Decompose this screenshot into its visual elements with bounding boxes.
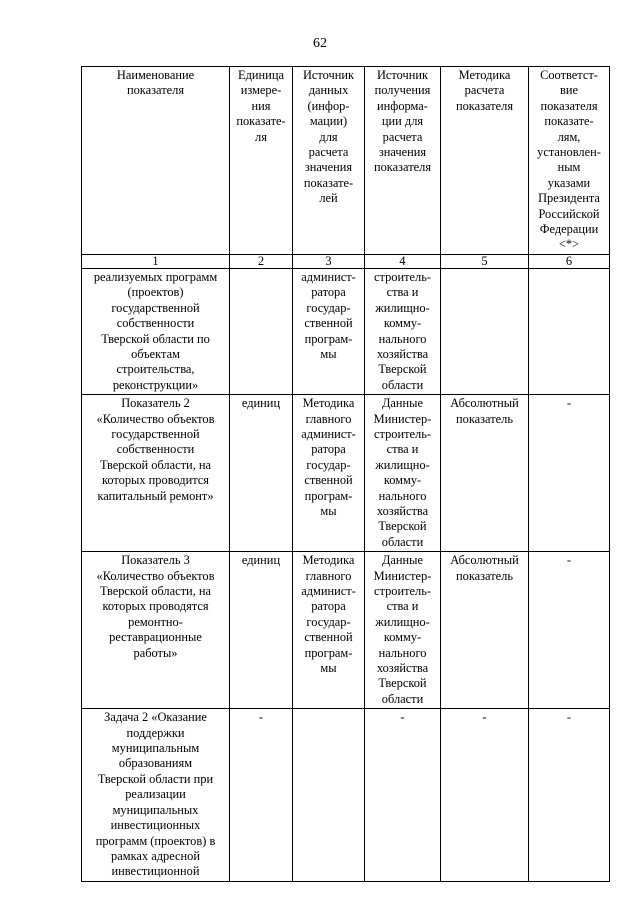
indicator-method: Абсолютный показатель bbox=[441, 552, 529, 709]
table-header-row bbox=[82, 67, 610, 255]
indicators-table bbox=[81, 66, 610, 882]
indicator-name: Показатель 3 «Количество объектов Тверской области, на которых проводятся ремонтно- реставрационные работы» bbox=[82, 552, 230, 709]
header-unit: Единица измере- ния показате- ля bbox=[230, 67, 293, 255]
column-number: 3 bbox=[293, 254, 365, 268]
indicator-compliance bbox=[529, 268, 610, 394]
indicator-method bbox=[441, 268, 529, 394]
column-number-row bbox=[82, 254, 610, 268]
table-row bbox=[82, 552, 610, 709]
indicator-unit bbox=[230, 268, 293, 394]
page-number: 62 bbox=[313, 36, 327, 51]
indicator-info-source: строитель- ства и жилищно- комму- нального хозяйства Тверской области bbox=[365, 268, 441, 394]
column-number: 4 bbox=[365, 254, 441, 268]
indicator-compliance: - bbox=[529, 709, 610, 881]
header-info-source: Источник получения информа- ции для расчета значения показателя bbox=[365, 67, 441, 255]
indicator-data-source: Методика главного админист- ратора государ- ственной програм- мы bbox=[293, 552, 365, 709]
indicator-name: реализуемых программ (проектов) государственной собственности Тверской области по объектам строительства, реконструкции» bbox=[82, 268, 230, 394]
column-number: 2 bbox=[230, 254, 293, 268]
indicator-data-source: Методика главного админист- ратора государ- ственной програм- мы bbox=[293, 395, 365, 552]
indicator-data-source bbox=[293, 709, 365, 881]
indicator-name: Задача 2 «Оказание поддержки муниципальным образованиям Тверской области при реализации муниципальных инвестиционных программ (проектов) в рамках адресной инвестиционной bbox=[82, 709, 230, 881]
indicator-info-source: Данные Министер- строитель- ства и жилищно- комму- нального хозяйства Тверской области bbox=[365, 552, 441, 709]
indicator-info-source: Данные Министер- строитель- ства и жилищно- комму- нального хозяйства Тверской области bbox=[365, 395, 441, 552]
table-row bbox=[82, 709, 610, 881]
column-number: 5 bbox=[441, 254, 529, 268]
table-row bbox=[82, 395, 610, 552]
indicator-unit: - bbox=[230, 709, 293, 881]
indicator-name: Показатель 2 «Количество объектов государственной собственности Тверской области, на которых проводится капитальный ремонт» bbox=[82, 395, 230, 552]
indicator-compliance: - bbox=[529, 395, 610, 552]
indicator-method: - bbox=[441, 709, 529, 881]
indicator-compliance: - bbox=[529, 552, 610, 709]
header-compliance: Соответст- вие показателя показате- лям, установлен- ным указами Президента Российской Федерации <*> bbox=[529, 67, 610, 255]
column-number: 1 bbox=[82, 254, 230, 268]
indicator-unit: единиц bbox=[230, 395, 293, 552]
indicator-info-source: - bbox=[365, 709, 441, 881]
indicator-data-source: админист- ратора государ- ственной програм- мы bbox=[293, 268, 365, 394]
indicator-unit: единиц bbox=[230, 552, 293, 709]
table-row bbox=[82, 268, 610, 394]
header-method: Методика расчета показателя bbox=[441, 67, 529, 255]
column-number: 6 bbox=[529, 254, 610, 268]
header-indicator-name: Наименование показателя bbox=[82, 67, 230, 255]
indicator-method: Абсолютный показатель bbox=[441, 395, 529, 552]
header-data-source: Источник данных (инфор- мации) для расчета значения показате- лей bbox=[293, 67, 365, 255]
